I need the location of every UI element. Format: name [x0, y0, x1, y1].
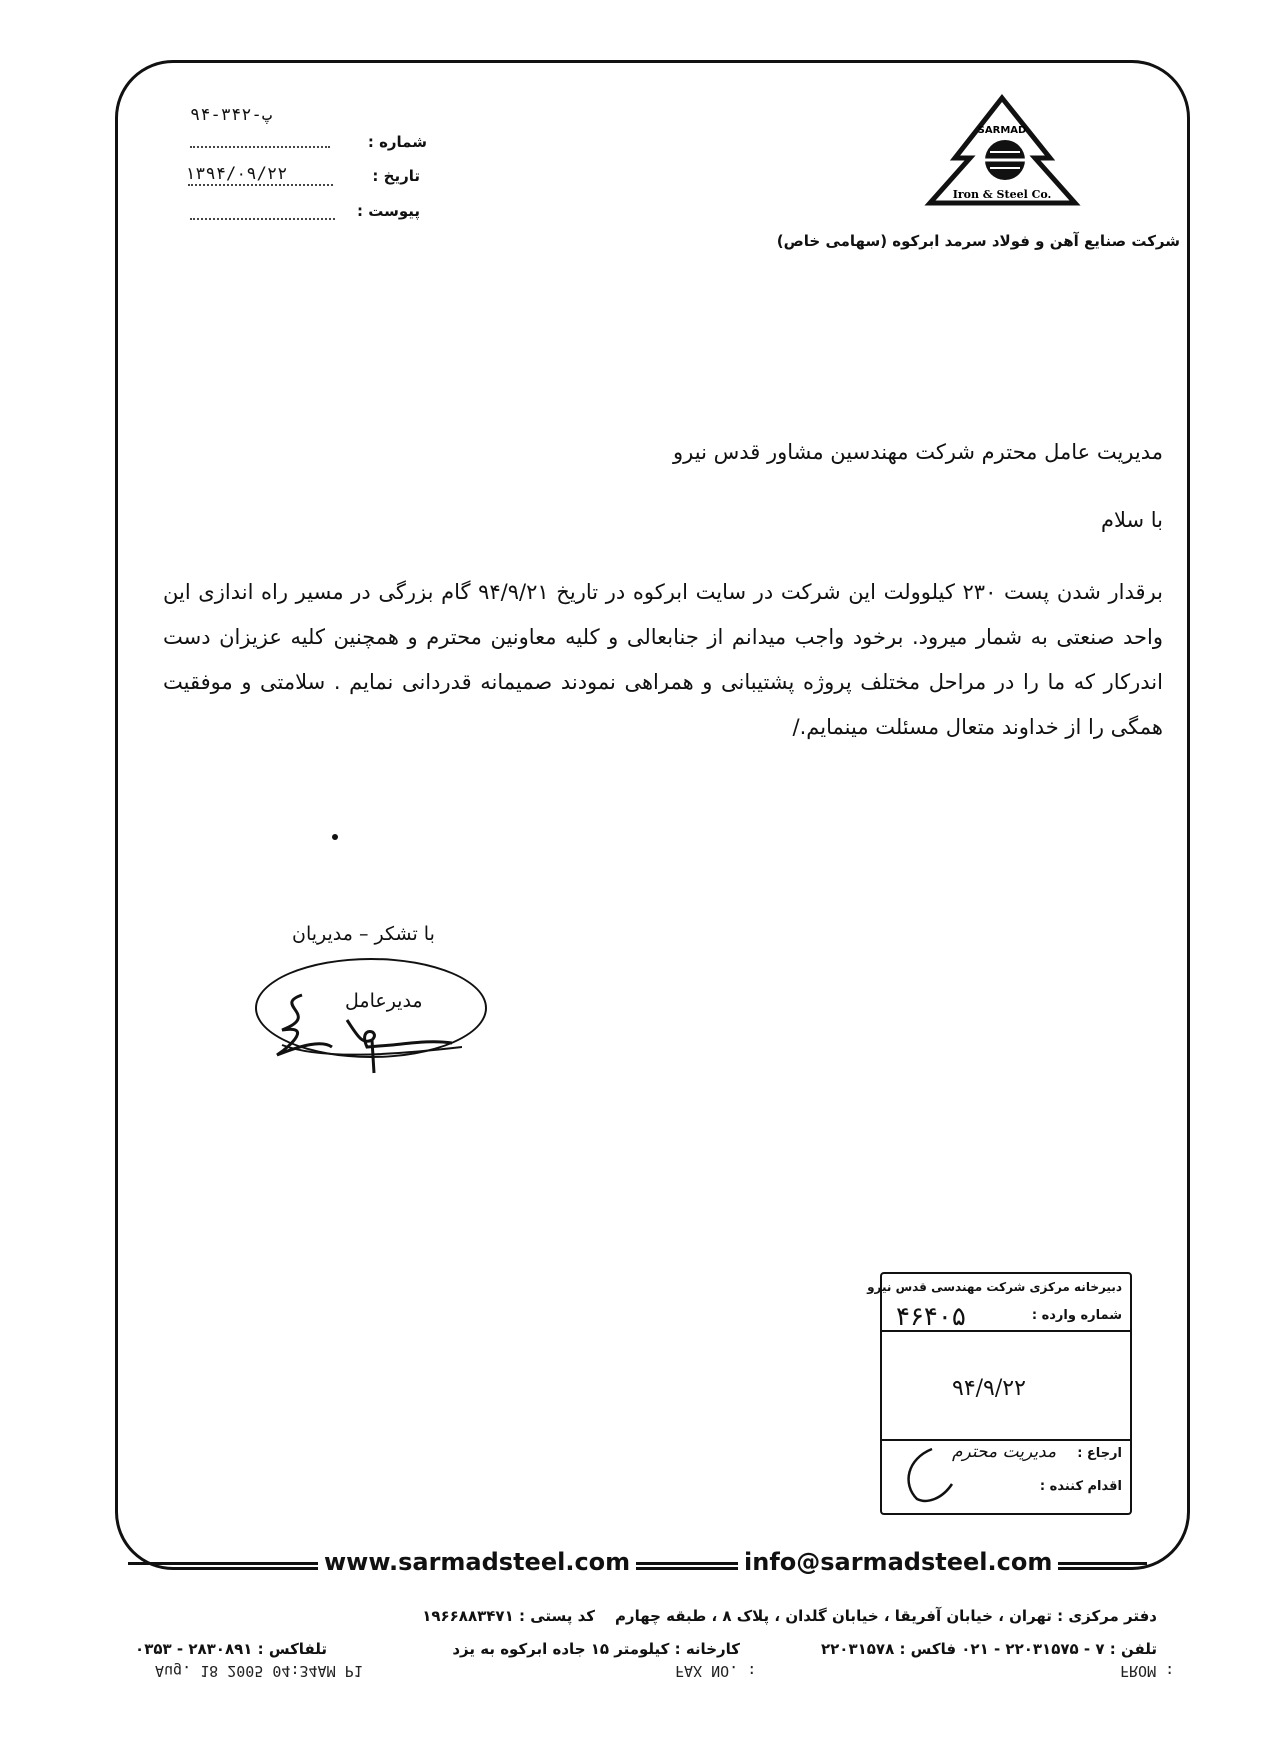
stamp-referral-value: مدیریت محترم [952, 1442, 1057, 1462]
attachment-label: پیوست : [356, 202, 420, 220]
number-value: پ-۳۴۲-۹۴ [190, 105, 272, 125]
reception-stamp [867, 1272, 1132, 1515]
signature-icon [262, 985, 462, 1075]
date-label: تاریخ : [372, 167, 420, 185]
stamp-entry-label: شماره وارده : [1031, 1308, 1122, 1323]
greeting: با سلام [1100, 508, 1163, 532]
company-name: شرکت صنایع آهن و فولاد سرمد ابرکوه (سهامی خاص) [776, 232, 1180, 250]
office-phone: تلفن : ۷ - ۲۲۰۳۱۵۷۵ - ۰۲۱ فاکس : ۲۲۰۳۱۵۷۸ [820, 1640, 1157, 1658]
number-label: شماره : [367, 133, 427, 151]
fax-from: FROM : [1120, 1662, 1175, 1680]
company-logo [910, 88, 1095, 228]
stamp-date-value: ۹۴/۹/۲۲ [952, 1376, 1026, 1401]
footer-links [0, 1548, 1275, 1592]
postal-code: کد پستی : ۱۹۶۶۸۸۳۴۷۱ [422, 1607, 595, 1625]
stamp-entry-value: ۴۶۴۰۵ [896, 1302, 966, 1332]
website-link[interactable]: www.sarmadsteel.com [318, 1548, 636, 1576]
email-link[interactable]: info@sarmadsteel.com [738, 1548, 1058, 1576]
attachment-dots [190, 218, 335, 220]
date-dots [188, 184, 333, 186]
logo-brand: SARMAD [977, 125, 1027, 136]
date-value: ۱۳۹۴/۰۹/۲۲ [185, 164, 288, 184]
factory-phone: تلفاکس : ۲۸۳۰۸۹۱ - ۰۳۵۳ [135, 1640, 327, 1658]
factory-address: کارخانه : کیلومتر ۱۵ جاده ابرکوه به یزد [452, 1640, 740, 1658]
logo-caption: Iron & Steel Co. [952, 188, 1052, 201]
signature-title: مدیرعامل [345, 990, 423, 1012]
closing: با تشکر – مدیریان [292, 923, 435, 945]
stamp-action-label: اقدام کننده : [1039, 1479, 1122, 1494]
addressee: مدیریت عامل محترم شرکت مهندسین مشاور قدس نیرو [673, 440, 1163, 464]
letter-body: برقدار شدن پست ۲۳۰ کیلوولت این شرکت در سایت ابرکوه در تاریخ ۹۴/۹/۲۱ گام بزرگی در مسیر راه اندازی این واحد صنعتی به شمار میرود. برخود واجب میدانم از جنابعالی و کلیه معاونین محترم و همچنین کلیه عزیزان دست اندرکار که ما را در مراحل مختلف پروژه پشتیبانی و همراهی نمودند صمیمانه قدردانی نمایم . سلامتی و موفقیت همگی را از خداوند متعال مسئلت مینمایم./ [163, 580, 1164, 739]
fax-timestamp: Aug. 18 2005 04:34AM P1 [155, 1662, 363, 1680]
office-address: دفتر مرکزی : تهران ، خیابان آفریقا ، خیابان گلدان ، پلاک ۸ ، طبقه چهارم [614, 1607, 1157, 1625]
number-dots [190, 146, 330, 148]
stray-mark [332, 834, 338, 840]
stamp-header: دبیرخانه مرکزی شرکت مهندسی قدس نیرو [867, 1280, 1122, 1294]
stamp-scribble-icon [892, 1444, 962, 1509]
fax-number: FAX NO. : [675, 1662, 757, 1680]
stamp-referral-label: ارجاع : [1077, 1446, 1122, 1461]
